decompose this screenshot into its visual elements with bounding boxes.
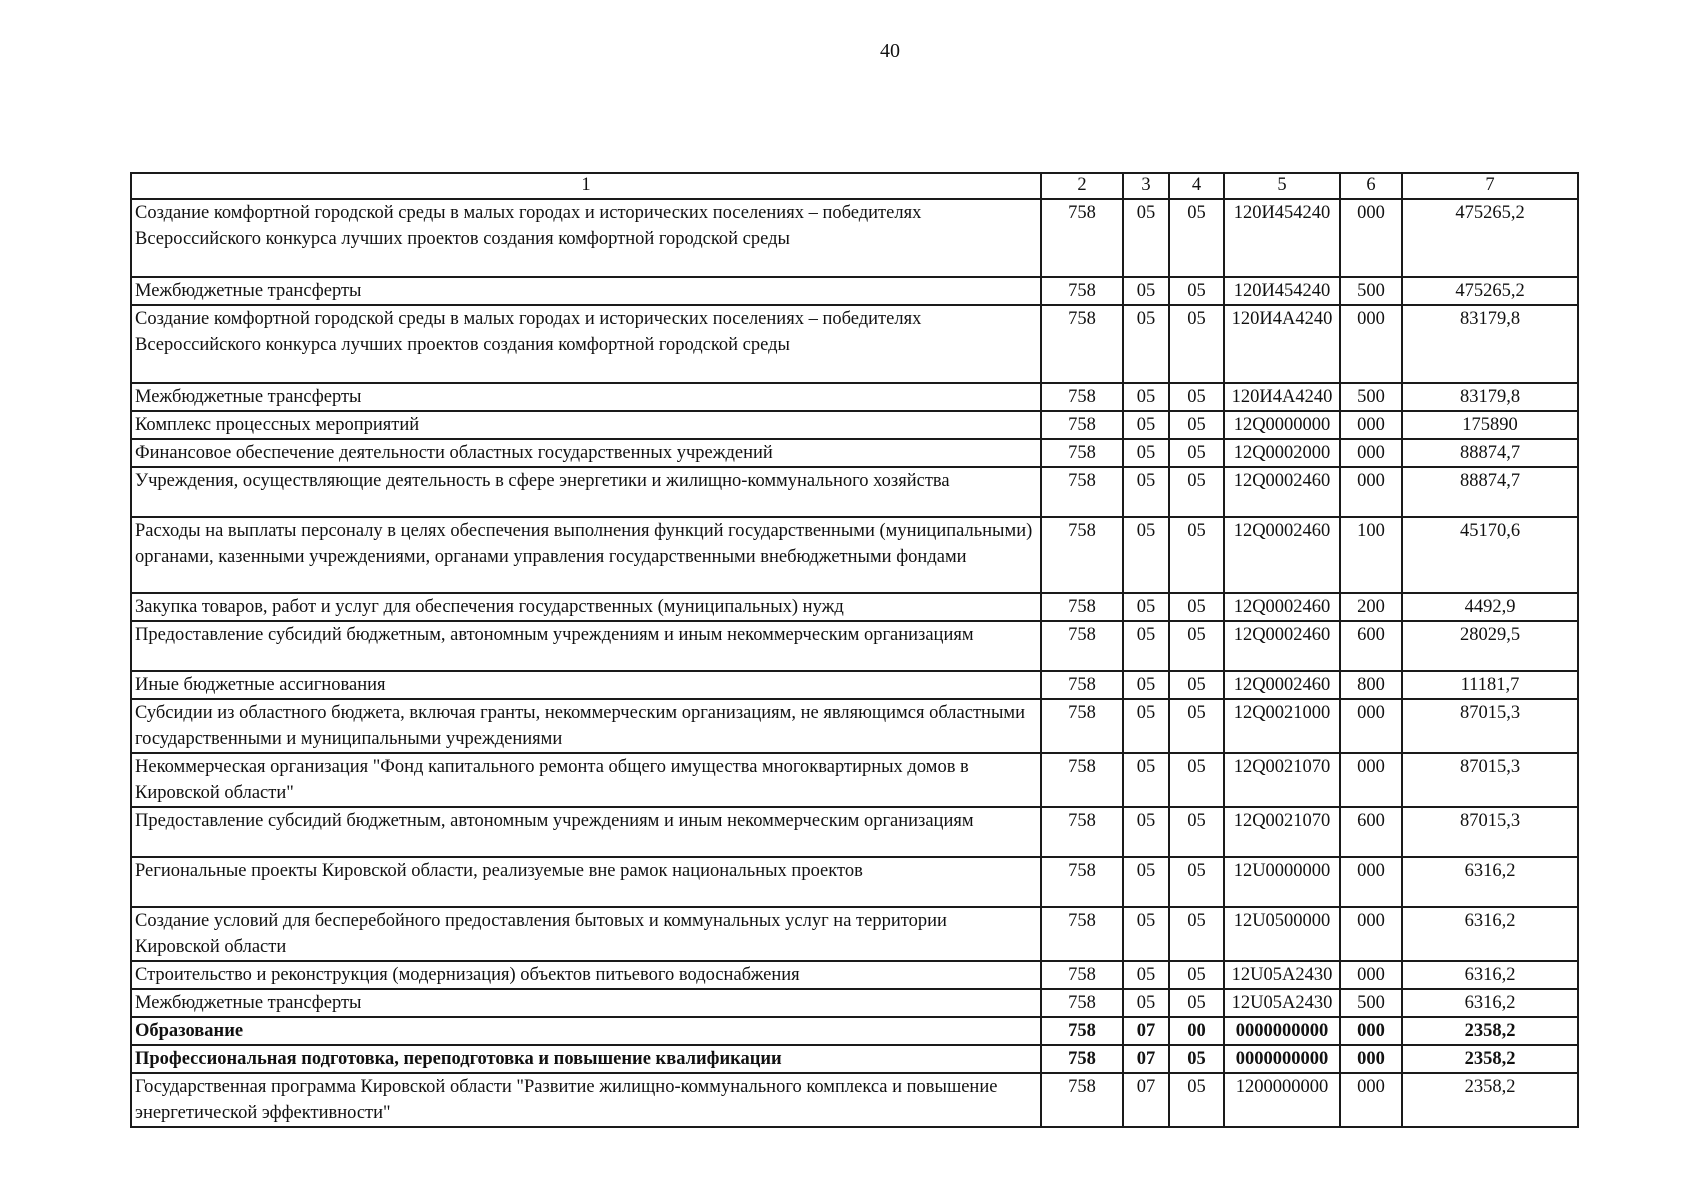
table-row	[131, 593, 1578, 621]
row-target-article: 12U0500000	[1224, 907, 1340, 961]
row-amount: 2358,2	[1402, 1017, 1578, 1045]
row-subsection-code: 05	[1169, 671, 1224, 699]
row-expense-type: 000	[1340, 699, 1402, 753]
row-name: Строительство и реконструкция (модернизация) объектов питьевого водоснабжения	[131, 961, 1041, 989]
row-section-code: 07	[1123, 1073, 1169, 1127]
row-amount: 87015,3	[1402, 807, 1578, 857]
row-subsection-code: 05	[1169, 593, 1224, 621]
row-amount: 6316,2	[1402, 907, 1578, 961]
row-ministry-code: 758	[1041, 989, 1123, 1017]
row-section-code: 05	[1123, 671, 1169, 699]
row-amount: 2358,2	[1402, 1073, 1578, 1127]
row-name: Межбюджетные трансферты	[131, 383, 1041, 411]
table-row	[131, 199, 1578, 277]
row-section-code: 05	[1123, 517, 1169, 593]
row-expense-type: 000	[1340, 857, 1402, 907]
row-target-article: 120И454240	[1224, 277, 1340, 305]
row-subsection-code: 05	[1169, 699, 1224, 753]
header-col-5: 5	[1224, 173, 1340, 199]
row-name: Создание комфортной городской среды в малых городах и исторических поселениях – победителях Всероссийского конкурса лучших проектов создания комфортной городской среды	[131, 305, 1041, 383]
row-amount: 87015,3	[1402, 699, 1578, 753]
row-expense-type: 500	[1340, 989, 1402, 1017]
table-row	[131, 671, 1578, 699]
row-subsection-code: 00	[1169, 1017, 1224, 1045]
row-section-code: 05	[1123, 467, 1169, 517]
row-target-article: 12Q0000000	[1224, 411, 1340, 439]
row-section-code: 05	[1123, 989, 1169, 1017]
row-ministry-code: 758	[1041, 305, 1123, 383]
row-expense-type: 000	[1340, 439, 1402, 467]
row-name: Профессиональная подготовка, переподготовка и повышение квалификации	[131, 1045, 1041, 1073]
table-body	[131, 199, 1578, 1127]
table-row	[131, 411, 1578, 439]
row-name: Создание условий для бесперебойного предоставления бытовых и коммунальных услуг на территории Кировской области	[131, 907, 1041, 961]
row-target-article: 0000000000	[1224, 1045, 1340, 1073]
table-row	[131, 1073, 1578, 1127]
row-expense-type: 600	[1340, 621, 1402, 671]
row-expense-type: 000	[1340, 199, 1402, 277]
row-name: Межбюджетные трансферты	[131, 989, 1041, 1017]
row-name: Субсидии из областного бюджета, включая гранты, некоммерческим организациям, не являющимся областными государственными и муниципальными учреждениями	[131, 699, 1041, 753]
row-target-article: 120И454240	[1224, 199, 1340, 277]
row-name: Учреждения, осуществляющие деятельность в сфере энергетики и жилищно-коммунального хозяйства	[131, 467, 1041, 517]
row-ministry-code: 758	[1041, 807, 1123, 857]
row-expense-type: 500	[1340, 383, 1402, 411]
row-expense-type: 000	[1340, 1045, 1402, 1073]
row-section-code: 05	[1123, 411, 1169, 439]
row-subsection-code: 05	[1169, 411, 1224, 439]
row-section-code: 05	[1123, 699, 1169, 753]
row-amount: 28029,5	[1402, 621, 1578, 671]
row-target-article: 12U0000000	[1224, 857, 1340, 907]
row-section-code: 07	[1123, 1045, 1169, 1073]
row-amount: 45170,6	[1402, 517, 1578, 593]
row-subsection-code: 05	[1169, 517, 1224, 593]
row-expense-type: 000	[1340, 1073, 1402, 1127]
table-row	[131, 621, 1578, 671]
row-name: Образование	[131, 1017, 1041, 1045]
row-name: Иные бюджетные ассигнования	[131, 671, 1041, 699]
row-name: Предоставление субсидий бюджетным, автономным учреждениям и иным некоммерческим организациям	[131, 807, 1041, 857]
row-amount: 475265,2	[1402, 277, 1578, 305]
header-col-2: 2	[1041, 173, 1123, 199]
row-ministry-code: 758	[1041, 593, 1123, 621]
row-ministry-code: 758	[1041, 1045, 1123, 1073]
row-ministry-code: 758	[1041, 621, 1123, 671]
row-target-article: 120И4А4240	[1224, 305, 1340, 383]
row-amount: 4492,9	[1402, 593, 1578, 621]
row-name: Предоставление субсидий бюджетным, автономным учреждениям и иным некоммерческим организациям	[131, 621, 1041, 671]
header-col-6: 6	[1340, 173, 1402, 199]
budget-table	[130, 172, 1579, 1128]
row-expense-type: 000	[1340, 411, 1402, 439]
row-target-article: 12Q0002460	[1224, 621, 1340, 671]
row-ministry-code: 758	[1041, 277, 1123, 305]
row-ministry-code: 758	[1041, 907, 1123, 961]
row-ministry-code: 758	[1041, 467, 1123, 517]
table-row	[131, 857, 1578, 907]
row-expense-type: 000	[1340, 467, 1402, 517]
row-amount: 83179,8	[1402, 305, 1578, 383]
row-subsection-code: 05	[1169, 857, 1224, 907]
row-amount: 88874,7	[1402, 467, 1578, 517]
row-name: Комплекс процессных мероприятий	[131, 411, 1041, 439]
row-expense-type: 000	[1340, 1017, 1402, 1045]
row-expense-type: 600	[1340, 807, 1402, 857]
row-target-article: 12Q0002460	[1224, 593, 1340, 621]
row-target-article: 12Q0021000	[1224, 699, 1340, 753]
row-expense-type: 500	[1340, 277, 1402, 305]
row-ministry-code: 758	[1041, 199, 1123, 277]
table-row	[131, 277, 1578, 305]
row-expense-type: 000	[1340, 961, 1402, 989]
table-row	[131, 467, 1578, 517]
header-col-3: 3	[1123, 173, 1169, 199]
row-target-article: 12U05A2430	[1224, 989, 1340, 1017]
row-ministry-code: 758	[1041, 1017, 1123, 1045]
row-section-code: 05	[1123, 961, 1169, 989]
row-section-code: 05	[1123, 621, 1169, 671]
row-amount: 175890	[1402, 411, 1578, 439]
row-name: Межбюджетные трансферты	[131, 277, 1041, 305]
row-target-article: 12U05A2430	[1224, 961, 1340, 989]
row-expense-type: 000	[1340, 907, 1402, 961]
row-ministry-code: 758	[1041, 961, 1123, 989]
row-section-code: 05	[1123, 305, 1169, 383]
row-amount: 2358,2	[1402, 1045, 1578, 1073]
row-ministry-code: 758	[1041, 383, 1123, 411]
row-target-article: 120И4А4240	[1224, 383, 1340, 411]
row-target-article: 1200000000	[1224, 1073, 1340, 1127]
row-ministry-code: 758	[1041, 753, 1123, 807]
row-section-code: 05	[1123, 753, 1169, 807]
table-row	[131, 753, 1578, 807]
row-subsection-code: 05	[1169, 439, 1224, 467]
row-target-article: 12Q0002460	[1224, 517, 1340, 593]
table-row	[131, 305, 1578, 383]
page-number: 40	[880, 40, 900, 62]
row-section-code: 05	[1123, 199, 1169, 277]
row-section-code: 05	[1123, 277, 1169, 305]
row-amount: 6316,2	[1402, 989, 1578, 1017]
row-subsection-code: 05	[1169, 753, 1224, 807]
table-row	[131, 699, 1578, 753]
table-row	[131, 1017, 1578, 1045]
row-name: Создание комфортной городской среды в малых городах и исторических поселениях – победителях Всероссийского конкурса лучших проектов создания комфортной городской среды	[131, 199, 1041, 277]
header-col-4: 4	[1169, 173, 1224, 199]
row-section-code: 05	[1123, 907, 1169, 961]
table-row	[131, 1045, 1578, 1073]
table-row	[131, 383, 1578, 411]
row-ministry-code: 758	[1041, 439, 1123, 467]
header-col-7: 7	[1402, 173, 1578, 199]
table-row	[131, 439, 1578, 467]
row-ministry-code: 758	[1041, 857, 1123, 907]
row-amount: 475265,2	[1402, 199, 1578, 277]
row-ministry-code: 758	[1041, 411, 1123, 439]
row-expense-type: 800	[1340, 671, 1402, 699]
row-ministry-code: 758	[1041, 671, 1123, 699]
row-subsection-code: 05	[1169, 807, 1224, 857]
table-header-row	[131, 173, 1578, 199]
table-row	[131, 517, 1578, 593]
row-subsection-code: 05	[1169, 989, 1224, 1017]
row-amount: 6316,2	[1402, 857, 1578, 907]
row-target-article: 12Q0002000	[1224, 439, 1340, 467]
header-col-1: 1	[131, 173, 1041, 199]
table-row	[131, 989, 1578, 1017]
row-subsection-code: 05	[1169, 305, 1224, 383]
row-target-article: 12Q0021070	[1224, 753, 1340, 807]
row-subsection-code: 05	[1169, 1045, 1224, 1073]
table-row	[131, 807, 1578, 857]
row-amount: 6316,2	[1402, 961, 1578, 989]
row-subsection-code: 05	[1169, 467, 1224, 517]
row-subsection-code: 05	[1169, 277, 1224, 305]
row-ministry-code: 758	[1041, 517, 1123, 593]
row-expense-type: 200	[1340, 593, 1402, 621]
table-row	[131, 961, 1578, 989]
row-name: Закупка товаров, работ и услуг для обеспечения государственных (муниципальных) нужд	[131, 593, 1041, 621]
row-target-article: 12Q0021070	[1224, 807, 1340, 857]
row-target-article: 0000000000	[1224, 1017, 1340, 1045]
row-expense-type: 000	[1340, 305, 1402, 383]
row-subsection-code: 05	[1169, 961, 1224, 989]
row-section-code: 07	[1123, 1017, 1169, 1045]
row-name: Расходы на выплаты персоналу в целях обеспечения выполнения функций государственными (муниципальными) органами, казенными учреждениями, органами управления государственными внебюджетными фондами	[131, 517, 1041, 593]
row-expense-type: 000	[1340, 753, 1402, 807]
row-subsection-code: 05	[1169, 199, 1224, 277]
row-amount: 87015,3	[1402, 753, 1578, 807]
row-target-article: 12Q0002460	[1224, 671, 1340, 699]
row-ministry-code: 758	[1041, 699, 1123, 753]
row-target-article: 12Q0002460	[1224, 467, 1340, 517]
row-amount: 88874,7	[1402, 439, 1578, 467]
row-subsection-code: 05	[1169, 383, 1224, 411]
row-amount: 83179,8	[1402, 383, 1578, 411]
row-subsection-code: 05	[1169, 1073, 1224, 1127]
row-subsection-code: 05	[1169, 621, 1224, 671]
row-section-code: 05	[1123, 857, 1169, 907]
row-subsection-code: 05	[1169, 907, 1224, 961]
row-amount: 11181,7	[1402, 671, 1578, 699]
row-expense-type: 100	[1340, 517, 1402, 593]
row-name: Государственная программа Кировской области "Развитие жилищно-коммунального комплекса и повышение энергетической эффективности"	[131, 1073, 1041, 1127]
row-ministry-code: 758	[1041, 1073, 1123, 1127]
row-section-code: 05	[1123, 383, 1169, 411]
row-section-code: 05	[1123, 807, 1169, 857]
row-name: Региональные проекты Кировской области, реализуемые вне рамок национальных проектов	[131, 857, 1041, 907]
row-name: Некоммерческая организация "Фонд капитального ремонта общего имущества многоквартирных домов в Кировской области"	[131, 753, 1041, 807]
row-section-code: 05	[1123, 439, 1169, 467]
row-name: Финансовое обеспечение деятельности областных государственных учреждений	[131, 439, 1041, 467]
row-section-code: 05	[1123, 593, 1169, 621]
table-row	[131, 907, 1578, 961]
